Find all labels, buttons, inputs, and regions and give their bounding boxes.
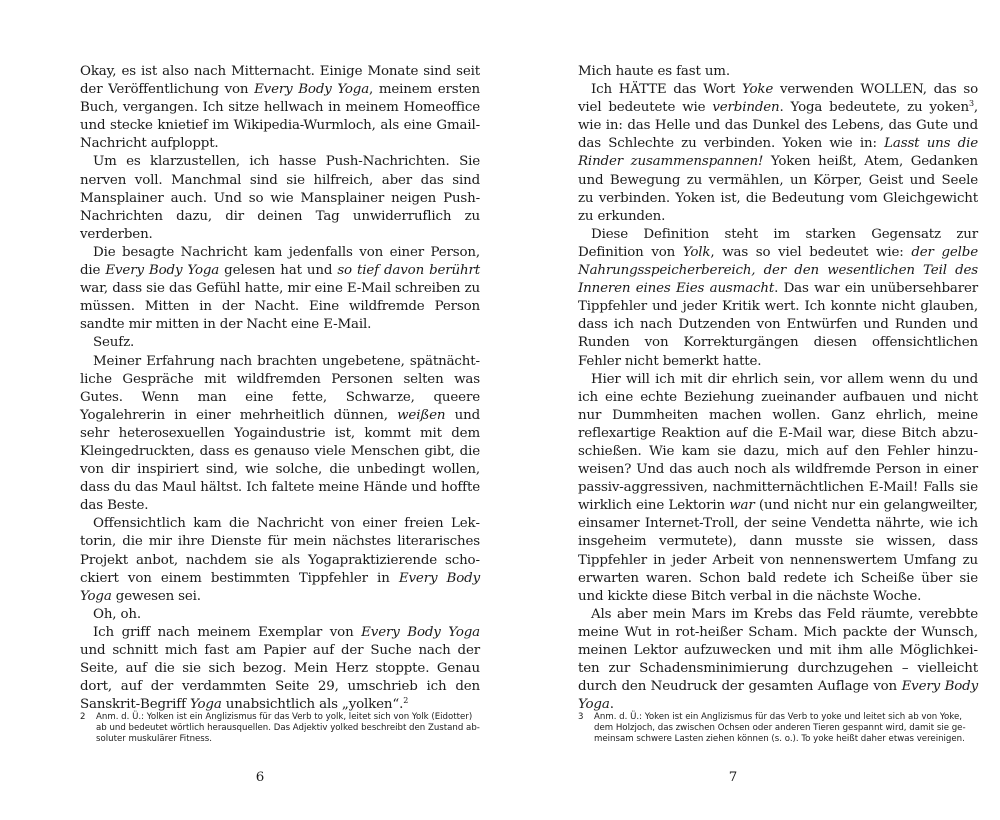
paragraph: Offensichtlich kam die Nachricht von einer freien Lektorin, die mir ihre Dienste für mein nächstes literarisches Projekt anbot, nachdem sie als Yogapraktizierende schockiert von einem bestimmten Tippfehler in Every Body Yoga gewesen sei.: [80, 516, 480, 604]
paragraph: Okay, es ist also nach Mitternacht. Einige Monate sind seit der Veröffentlichung von Every Body Yoga, meinem ersten Buch, vergangen. Ich sitze hellwach in meinem Homeoffice und stecke knietief im Wikipedia-Wurmloch, als eine Gmail-Nachricht aufploppt.: [80, 64, 480, 152]
paragraph: Seufz.: [93, 335, 135, 351]
left-footnote: [80, 712, 480, 746]
right-footnote-number: 3: [578, 712, 584, 722]
italic-text: weißen: [397, 407, 446, 423]
left-footnote-text: Anm. d. Ü.: Yolken ist ein Anglizismus für das Verb to yolk, leitet sich von Yolk (Eidotter) ab und bedeutet wörtlich herausquellen. Das Adjektiv yolked beschreibt den Zustand absoluter muskulärer Fitness.: [96, 712, 480, 745]
italic-text: Every Body Yoga: [105, 263, 220, 279]
italic-text: Yoga: [190, 697, 222, 713]
paragraph: Hier will ich mit dir ehrlich sein, vor allem wenn du und ich eine echte Beziehung zueinander aufbauen und nicht nur Dummheiten machen wollen. Ganz ehrlich, meine reflexartige Reaktion auf die E-Mail war, diese Bitch abzuschießen. Wie kam sie dazu, mich auf den Fehler hinzuweisen? Und das auch noch als wildfremde Person in einer passiv-aggressiven, nachmitternächtlichen E-Mail! Falls sie wirklich eine Lektorin war (und nicht nur ein gelangweilter, einsamer Internet-Troll, der seine Vendetta nährte, wie ich insgeheim vermutete), dann musste sie wissen, dass Tippfehler in jeder Arbeit von nennenswertem Umfang zu erwarten waren. Schon bald redete ich Scheiße über sie und kickte diese Bitch verbal in die nächste Woche.: [578, 371, 978, 604]
paragraph: Meiner Erfahrung nach brachten ungebetene, spätnächtliche Gespräche mit wildfremden Personen selten was Gutes. Wenn man eine fette, Schwarze, queere Yogalehrerin in einer mehrheitlich dünnen, weißen und sehr heterosexuellen Yogaindustrie ist, kommt mit dem Kleingedruckten, dass es genauso viele Menschen gibt, die von dir inspiriert sind, wie solche, die unbedingt wollen, dass du das Maul hältst. Ich faltete meine Hände und hoffte das Beste.: [80, 353, 481, 514]
paragraph: Oh, oh.: [93, 606, 142, 622]
italic-text: Yoke: [741, 82, 774, 98]
left-footnote-number: 2: [80, 712, 86, 722]
italic-text: so tief davon berührt: [337, 263, 480, 279]
italic-text: Yolk: [682, 244, 711, 260]
italic-text: Every Body Yoga: [254, 82, 370, 98]
left-page: [80, 0, 480, 820]
paragraph: Um es klarzustellen, ich hasse Push-Nachrichten. Sie nerven voll. Manchmal sind sie hilfreich, aber das sind Mansplainer auch. Und so wie Mansplainer neigen Push-Nachrichten dazu, dir deinen Tag unwiderruflich zu verderben.: [80, 154, 480, 242]
right-page-number: 7: [728, 770, 738, 785]
italic-text: der gelbe Nahrungsspeicherbereich, der den wesentlichen Teil des Inneren eines Eies ausmacht: [578, 244, 978, 297]
right-footnote: [578, 712, 978, 746]
italic-text: Lasst uns die Rinder zusammenspannen!: [578, 136, 978, 170]
italic-text: war: [729, 498, 755, 514]
paragraph: Als aber mein Mars im Krebs das Feld räumte, verebbte meine Wut in rot-heißer Scham. Mich packte der Wunsch, meinen Lektor aufzuwecken und mit ihm alle Möglichkeiten zur Schadensminimierung durchzugehen – vielleicht durch den Neudruck der gesamten Auflage von Every Body Yoga.: [578, 606, 979, 713]
paragraph: Ich HÄTTE das Wort Yoke verwenden WOLLEN, das so viel bedeutete wie verbinden. Yoga bedeutete, zu yoken$^3$, wie in: das Helle und das Dunkel des Lebens, das Gute und das Schlechte zu verbinden. Yoken wie in: Lasst uns die Rinder zusammenspannen! Yoken heißt, Atem, Gedanken und Bewegung zu vermählen, un Körper, Geist und Seele zu verbinden. Yoken ist, die Bedeutung vom Gleichgewicht zu erkunden.: [578, 82, 979, 224]
italic-text: verbinden: [712, 100, 780, 116]
footnote-marker: 3: [968, 99, 974, 109]
italic-text: Every Body Yoga: [361, 624, 480, 640]
left-body-text: [80, 63, 480, 714]
paragraph: Mich haute es fast um.: [578, 64, 730, 79]
right-body-text: [578, 63, 978, 714]
left-page-number: 6: [255, 770, 265, 785]
footnote-marker: 2: [403, 696, 409, 706]
italic-text: Every Body Yoga: [80, 570, 480, 604]
right-page: [578, 0, 978, 820]
paragraph: Ich griff nach meinem Exemplar von Every Body Yoga und schnitt mich fast am Papier auf der Suche nach der Seite, auf die sie sich bezog. Mein Herz stoppte. Genau dort, auf der verdammten Seite 29, umschrieb ich den Sanskrit-Begriff Yoga unabsichtlich als „yolken“.$^2$: [80, 624, 480, 713]
paragraph: Diese Definition steht im starken Gegensatz zur Definition von Yolk, was so viel bedeutet wie: der gelbe Nahrungsspeicherbereich, der den wesentlichen Teil des Inneren eines Eies ausmacht. Das war ein unübersehbarer Tippfehler und jeder Kritik wert. Ich konnte nicht glauben, dass ich nach Dutzenden von Entwürfen und Runden und Runden von Korrekturgängen diesen offensichtlichen Fehler nicht bemerkt hatte.: [578, 226, 978, 369]
right-footnote-text: Anm. d. Ü.: Yoken ist ein Anglizismus für das Verb to yoke und leitet sich ab von Yoke, dem Holzjoch, das zwischen Ochsen oder anderen Tieren gespannt wird, damit sie gemeinsam schwere Lasten ziehen können (s. o.). To yoke heißt daher etwas vereinigen.: [594, 712, 966, 745]
italic-text: Every Body Yoga: [578, 679, 979, 713]
paragraph: Die besagte Nachricht kam jedenfalls von einer Person, die Every Body Yoga gelesen hat und so tief davon berührt war, dass sie das Gefühl hatte, mir eine E-Mail schreiben zu müssen. Mitten in der Nacht. Eine wildfremde Person sandte mir mitten in der Nacht eine E-Mail.: [80, 244, 480, 333]
